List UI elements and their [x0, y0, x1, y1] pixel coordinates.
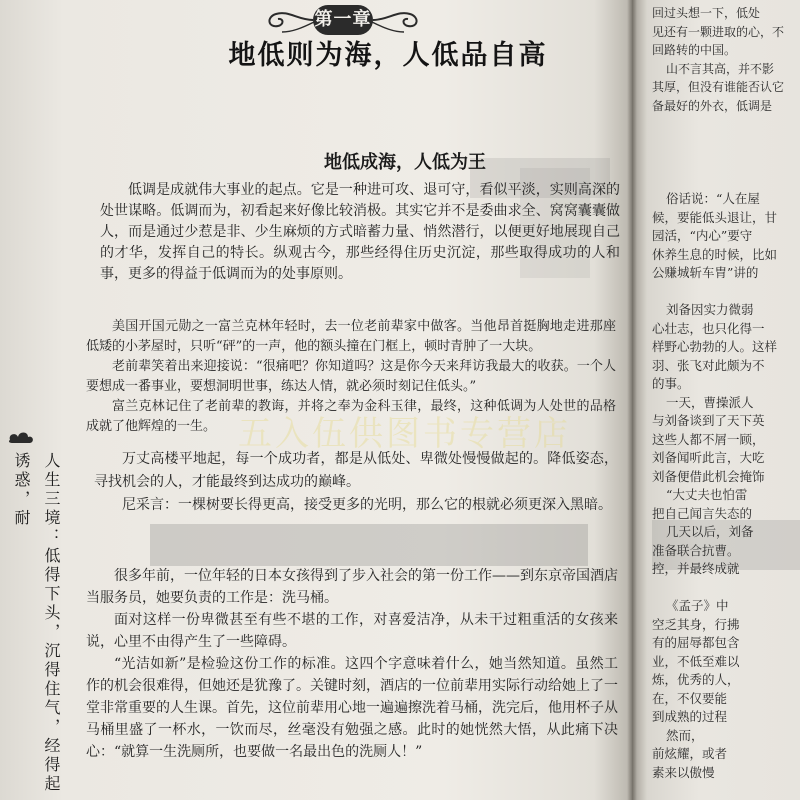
right-page-line: 控，并最终成就 — [652, 561, 740, 576]
right-page-line: 与刘备谈到了天下英 — [652, 413, 765, 428]
right-page-line: 的事。 — [652, 376, 690, 391]
right-page-line: 俗话说：“人在屋 — [666, 191, 760, 206]
right-page-line: 样野心勃勃的人。这样 — [652, 339, 778, 354]
right-page-line: 山不言其高，并不影 — [666, 61, 775, 76]
cloud-ornament-icon — [6, 428, 36, 448]
right-page-line: 准备联合抗曹。 — [652, 542, 740, 558]
story-paragraph-2: 面对这样一份卑微甚至有些不堪的工作，对喜爱洁净，从未干过粗重活的女孩来说，心里不由得产生了一些障碍。 — [86, 612, 618, 650]
right-page-line: 候，要能低头退让，甘 — [652, 209, 778, 225]
right-page-line: 空乏其身，行拂 — [652, 616, 740, 632]
right-page-line: 几天以后，刘备 — [666, 524, 754, 539]
right-page-line: 一天，曹操派人 — [666, 394, 754, 410]
right-page-line: 前炫耀，或者 — [652, 746, 728, 761]
hotel-story-block — [86, 565, 618, 763]
right-page-line: 《孟子》中 — [666, 598, 729, 613]
quote-paragraph-2: 老前辈笑着出来迎接说：“很痛吧？你知道吗？这是你今天来拜访我最大的收获。一个人要想成一番事业，要想洞明世事，练达人情，就必须时刻记住低头。” — [86, 359, 616, 394]
right-page-line: 在，不仅要能 — [652, 690, 728, 706]
quote-paragraph-3: 富兰克林记住了老前辈的教诲，并将之奉为金科玉律，最终，这种低调为人处世的品格成就了他辉煌的一生。 — [86, 399, 616, 434]
intro-paragraph — [100, 180, 620, 285]
shop-watermark: 五入伍供图书专营店 — [238, 414, 571, 454]
right-page-line: 然而， — [666, 727, 704, 743]
right-page-line: 炼，优秀的人， — [652, 672, 740, 687]
right-page-line: 羽、张飞对此颇为不 — [652, 357, 765, 373]
right-page-line: 休养生息的时候，比如 — [652, 246, 778, 262]
mid-paragraph-1: 万丈高楼平地起，每一个成功者，都是从低处、卑微处慢慢做起的。降低姿态，寻找机会的人，才能最终到达成功的巅峰。 — [94, 451, 618, 490]
right-page-line: 回路转的中国。 — [652, 43, 737, 57]
right-page-line: 这些人都不屑一顾， — [652, 431, 765, 447]
story-paragraph-1: 很多年前，一位年轻的日本女孩得到了步入社会的第一份工作——到东京帝国酒店当服务员，她要负责的工作是：洗马桶。 — [86, 568, 618, 606]
quote-paragraph-1: 美国开国元勋之一富兰克林年轻时，去一位老前辈家中做客。当他昂首挺胸地走进那座低矮的小茅屋时，只听“砰”的一声，他的额头撞在门框上，顿时青肿了一大块。 — [86, 319, 616, 354]
right-page-line: 有的屈辱都包含 — [652, 635, 740, 650]
right-page-line: 把自己闻言失态的 — [652, 505, 753, 521]
chapter-title: 地低则为海，人低品自高 — [228, 40, 548, 71]
gray-shaded-band — [150, 524, 588, 566]
chapter-banner — [258, 2, 428, 38]
right-page-line: 见还有一颗进取的心，不 — [652, 24, 785, 39]
right-page-line: 业，不低至难以 — [652, 653, 740, 669]
right-page-line: “大丈夫也怕雷 — [666, 487, 748, 502]
right-page-line: 园活，“内心”要守 — [652, 228, 753, 243]
margin-vertical-text: 人生三境：低得下头，沉得住气，经得起诱惑，耐 — [12, 452, 61, 794]
mid-paragraph-2: 尼采言：一棵树要长得更高，接受更多的光明，那么它的根就必须更深入黑暗。 — [122, 497, 612, 513]
right-page-line: 刘备因实力微弱 — [666, 302, 754, 317]
right-page-line: 回过头想一下，低处 — [652, 6, 761, 20]
right-page-line: 到成熟的过程 — [652, 709, 728, 724]
right-page-line: 刘备便借此机会掩饰 — [652, 468, 765, 484]
right-page-line: 素来以傲慢 — [652, 764, 715, 780]
story-paragraph-3: “光洁如新”是检验这份工作的标准。这四个字意味着什么，她当然知道。虽然工作的机会很难得，但她还是犹豫了。关键时刻，酒店的一位前辈用实际行动给她上了一堂非常重要的人生课。首先，这位前辈用心地一遍遍擦洗着马桶，洗完后，他用杯子从马桶里盛了一杯水，一饮而尽，丝毫没有勉强之感。此时的她恍然大悟，从此痛下决心：“就算一生洗厕所，也要做一名最出色的洗厕人！” — [86, 656, 618, 760]
middle-paragraphs — [94, 448, 618, 517]
book-gutter-shadow — [627, 0, 637, 800]
right-page-line: 刘备闻听此言，大吃 — [652, 450, 765, 465]
right-page-line: 公赚城斩车胄”讲的 — [652, 265, 759, 280]
right-page-line: 心壮志，也只化得一 — [652, 320, 765, 336]
right-page-line: 备最好的外衣，低调是 — [652, 98, 773, 113]
intro-text: 低调是成就伟大事业的起点。它是一种进可攻、退可守，看似平淡，实则高深的处世谋略。低调而为，初看起来好像比较消极。其实它并不是委曲求全、窝窝囊囊做人，而是通过少惹是非、少生麻烦的方式暗蓄力量、悄然潜行，以便更好地展现自己的才华，发挥自己的特长。纵观古今，那些经得住历史沉淀，那些取得成功的人和事，更多的得益于低调而为的处事原则。 — [100, 182, 620, 282]
section-heading: 地低成海，人低为王 — [324, 152, 486, 173]
vertical-margin-strip — [0, 428, 61, 800]
right-page-column — [652, 4, 800, 800]
chapter-number-tag: 第一章 — [313, 5, 373, 35]
right-page-line: 其厚，但没有谁能否认它 — [652, 80, 785, 94]
